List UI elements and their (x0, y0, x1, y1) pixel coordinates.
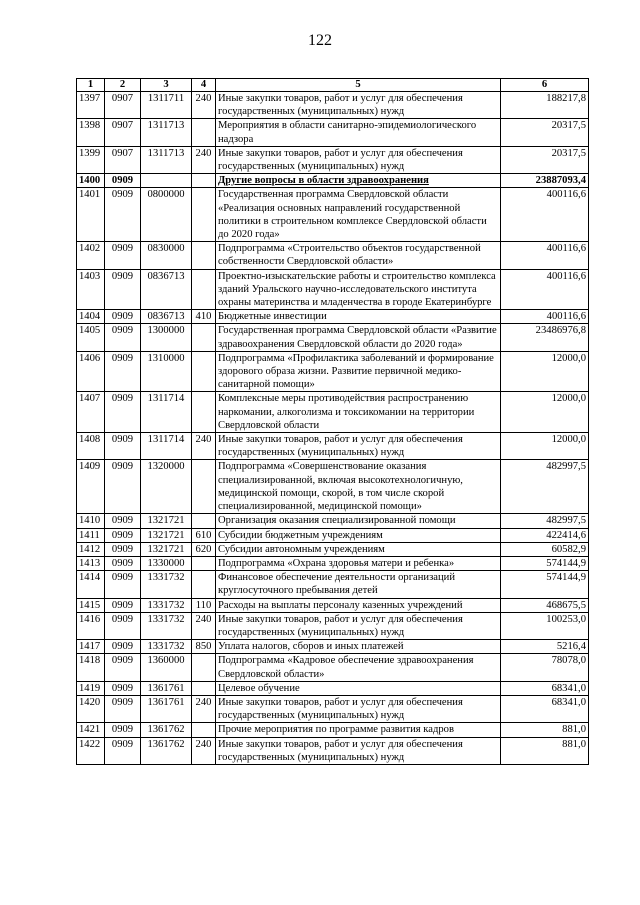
item-name: Субсидии автономным учреждениям (216, 542, 501, 556)
target-code: 1321721 (141, 514, 192, 528)
section-code: 0909 (105, 324, 141, 351)
row-number: 1420 (77, 695, 105, 722)
expense-type-code: 610 (192, 528, 216, 542)
amount: 100253,0 (501, 612, 589, 639)
target-code: 1331732 (141, 612, 192, 639)
section-code: 0909 (105, 598, 141, 612)
section-code: 0907 (105, 146, 141, 173)
table-row (77, 92, 589, 119)
amount: 23486976,8 (501, 324, 589, 351)
section-code: 0907 (105, 92, 141, 119)
amount: 400116,6 (501, 188, 589, 242)
item-name: Иные закупки товаров, работ и услуг для обеспечения государственных (муниципальных) нужд (216, 433, 501, 460)
item-name: Другие вопросы в области здравоохранения (216, 174, 501, 188)
item-name: Подпрограмма «Охрана здоровья матери и ребенка» (216, 556, 501, 570)
amount: 60582,9 (501, 542, 589, 556)
column-header: 6 (501, 79, 589, 92)
section-code: 0909 (105, 695, 141, 722)
section-code: 0909 (105, 612, 141, 639)
target-code: 1311714 (141, 392, 192, 433)
table-row (77, 146, 589, 173)
amount: 188217,8 (501, 92, 589, 119)
item-name: Иные закупки товаров, работ и услуг для обеспечения государственных (муниципальных) нужд (216, 92, 501, 119)
item-name: Иные закупки товаров, работ и услуг для обеспечения государственных (муниципальных) нужд (216, 695, 501, 722)
table-body (77, 92, 589, 765)
section-code: 0909 (105, 174, 141, 188)
amount: 400116,6 (501, 242, 589, 269)
target-code: 1310000 (141, 351, 192, 392)
target-code: 0836713 (141, 310, 192, 324)
table-row (77, 528, 589, 542)
expense-type-code: 240 (192, 433, 216, 460)
table-row (77, 695, 589, 722)
row-number: 1417 (77, 640, 105, 654)
target-code: 1321721 (141, 528, 192, 542)
target-code: 1361761 (141, 681, 192, 695)
item-name: Мероприятия в области санитарно-эпидемиологического надзора (216, 119, 501, 146)
table-row (77, 433, 589, 460)
table-row (77, 269, 589, 310)
section-code: 0909 (105, 269, 141, 310)
row-number: 1409 (77, 460, 105, 514)
amount: 5216,4 (501, 640, 589, 654)
target-code (141, 174, 192, 188)
row-number: 1397 (77, 92, 105, 119)
row-number: 1401 (77, 188, 105, 242)
table-row (77, 556, 589, 570)
expense-type-code (192, 556, 216, 570)
expense-type-code (192, 188, 216, 242)
row-number: 1413 (77, 556, 105, 570)
amount: 400116,6 (501, 269, 589, 310)
row-number: 1406 (77, 351, 105, 392)
target-code: 0830000 (141, 242, 192, 269)
table-row (77, 654, 589, 681)
table-row (77, 681, 589, 695)
target-code: 1311713 (141, 146, 192, 173)
item-name: Целевое обучение (216, 681, 501, 695)
row-number: 1402 (77, 242, 105, 269)
amount: 12000,0 (501, 433, 589, 460)
item-name: Комплексные меры противодействия распространению наркомании, алкоголизма и токсикомании на территории Свердловской области (216, 392, 501, 433)
table-row (77, 174, 589, 188)
section-code: 0909 (105, 654, 141, 681)
table-row (77, 640, 589, 654)
target-code: 1331732 (141, 640, 192, 654)
target-code: 1321721 (141, 542, 192, 556)
amount: 12000,0 (501, 392, 589, 433)
amount: 12000,0 (501, 351, 589, 392)
section-code: 0909 (105, 571, 141, 598)
amount: 574144,9 (501, 571, 589, 598)
amount: 482997,5 (501, 460, 589, 514)
section-code: 0909 (105, 681, 141, 695)
section-code: 0909 (105, 556, 141, 570)
item-name: Подпрограмма «Совершенствование оказания специализированной, включая высокотехнологичную, медицинской помощи, скорой, в том числе скорой специализированной, медицинской помощи» (216, 460, 501, 514)
expense-type-code (192, 514, 216, 528)
expense-type-code (192, 681, 216, 695)
section-code: 0907 (105, 119, 141, 146)
item-name: Расходы на выплаты персоналу казенных учреждений (216, 598, 501, 612)
target-code: 0800000 (141, 188, 192, 242)
table-row (77, 392, 589, 433)
item-name: Иные закупки товаров, работ и услуг для обеспечения государственных (муниципальных) нужд (216, 146, 501, 173)
item-name: Государственная программа Свердловской области «Развитие здравоохранения Свердловской области до 2020 года» (216, 324, 501, 351)
row-number: 1415 (77, 598, 105, 612)
expense-type-code: 240 (192, 612, 216, 639)
row-number: 1410 (77, 514, 105, 528)
amount: 400116,6 (501, 310, 589, 324)
row-number: 1398 (77, 119, 105, 146)
table-row (77, 242, 589, 269)
item-name: Государственная программа Свердловской области «Реализация основных направлений государственной политики в строительном комплексе Свердловской области до 2020 года» (216, 188, 501, 242)
target-code: 1330000 (141, 556, 192, 570)
item-name: Иные закупки товаров, работ и услуг для обеспечения государственных (муниципальных) нужд (216, 737, 501, 764)
target-code: 1300000 (141, 324, 192, 351)
section-code: 0909 (105, 242, 141, 269)
expense-type-code: 110 (192, 598, 216, 612)
target-code: 1361761 (141, 695, 192, 722)
item-name: Бюджетные инвестиции (216, 310, 501, 324)
section-code: 0909 (105, 310, 141, 324)
section-code: 0909 (105, 433, 141, 460)
row-number: 1414 (77, 571, 105, 598)
expense-type-code (192, 174, 216, 188)
row-number: 1404 (77, 310, 105, 324)
column-header: 4 (192, 79, 216, 92)
target-code: 1320000 (141, 460, 192, 514)
row-number: 1418 (77, 654, 105, 681)
item-name: Прочие мероприятия по программе развития кадров (216, 723, 501, 737)
item-name: Уплата налогов, сборов и иных платежей (216, 640, 501, 654)
table-row (77, 324, 589, 351)
header-row (77, 79, 589, 92)
column-header: 2 (105, 79, 141, 92)
section-code: 0909 (105, 723, 141, 737)
row-number: 1422 (77, 737, 105, 764)
item-name: Финансовое обеспечение деятельности организаций круглосуточного пребывания детей (216, 571, 501, 598)
item-name: Подпрограмма «Профилактика заболеваний и формирование здорового образа жизни. Развитие первичной медико-санитарной помощи» (216, 351, 501, 392)
target-code: 1311714 (141, 433, 192, 460)
expense-type-code (192, 460, 216, 514)
target-code: 1331732 (141, 598, 192, 612)
expense-type-code (192, 392, 216, 433)
row-number: 1407 (77, 392, 105, 433)
amount: 20317,5 (501, 119, 589, 146)
item-name: Субсидии бюджетным учреждениям (216, 528, 501, 542)
row-number: 1400 (77, 174, 105, 188)
amount: 20317,5 (501, 146, 589, 173)
target-code: 1360000 (141, 654, 192, 681)
row-number: 1408 (77, 433, 105, 460)
target-code: 1311713 (141, 119, 192, 146)
expense-type-code (192, 571, 216, 598)
amount: 574144,9 (501, 556, 589, 570)
item-name: Подпрограмма «Строительство объектов государственной собственности Свердловской области» (216, 242, 501, 269)
amount: 881,0 (501, 723, 589, 737)
row-number: 1411 (77, 528, 105, 542)
item-name: Проектно-изыскательские работы и строительство комплекса зданий Уральского научно-исследовательского института охраны материнства и младенчества в городе Екатеринбурге (216, 269, 501, 310)
table-row (77, 460, 589, 514)
column-header: 1 (77, 79, 105, 92)
amount: 422414,6 (501, 528, 589, 542)
page-number: 122 (308, 32, 332, 49)
expense-type-code: 240 (192, 695, 216, 722)
target-code: 1361762 (141, 737, 192, 764)
expense-type-code: 240 (192, 146, 216, 173)
item-name: Иные закупки товаров, работ и услуг для обеспечения государственных (муниципальных) нужд (216, 612, 501, 639)
row-number: 1399 (77, 146, 105, 173)
target-code: 0836713 (141, 269, 192, 310)
amount: 23887093,4 (501, 174, 589, 188)
row-number: 1412 (77, 542, 105, 556)
column-header: 3 (141, 79, 192, 92)
expense-type-code: 240 (192, 92, 216, 119)
section-code: 0909 (105, 514, 141, 528)
expense-type-code (192, 351, 216, 392)
row-number: 1403 (77, 269, 105, 310)
target-code: 1361762 (141, 723, 192, 737)
section-code: 0909 (105, 392, 141, 433)
table-row (77, 737, 589, 764)
amount: 468675,5 (501, 598, 589, 612)
section-code: 0909 (105, 528, 141, 542)
amount: 78078,0 (501, 654, 589, 681)
table-row (77, 598, 589, 612)
item-name: Подпрограмма «Кадровое обеспечение здравоохранения Свердловской области» (216, 654, 501, 681)
table-row (77, 188, 589, 242)
amount: 68341,0 (501, 695, 589, 722)
section-code: 0909 (105, 460, 141, 514)
section-code: 0909 (105, 737, 141, 764)
amount: 482997,5 (501, 514, 589, 528)
row-number: 1405 (77, 324, 105, 351)
table-row (77, 542, 589, 556)
table-row (77, 723, 589, 737)
table-row (77, 310, 589, 324)
section-code: 0909 (105, 542, 141, 556)
table-row (77, 514, 589, 528)
target-code: 1311711 (141, 92, 192, 119)
expense-type-code (192, 324, 216, 351)
target-code: 1331732 (141, 571, 192, 598)
amount: 68341,0 (501, 681, 589, 695)
column-header: 5 (216, 79, 501, 92)
budget-table (76, 78, 589, 765)
table-row (77, 119, 589, 146)
expense-type-code (192, 119, 216, 146)
expense-type-code: 240 (192, 737, 216, 764)
row-number: 1416 (77, 612, 105, 639)
expense-type-code: 410 (192, 310, 216, 324)
expense-type-code (192, 654, 216, 681)
amount: 881,0 (501, 737, 589, 764)
expense-type-code: 850 (192, 640, 216, 654)
item-name: Организация оказания специализированной помощи (216, 514, 501, 528)
section-code: 0909 (105, 351, 141, 392)
table-row (77, 351, 589, 392)
table-row (77, 571, 589, 598)
expense-type-code (192, 723, 216, 737)
table-row (77, 612, 589, 639)
section-code: 0909 (105, 188, 141, 242)
section-code: 0909 (105, 640, 141, 654)
row-number: 1419 (77, 681, 105, 695)
expense-type-code: 620 (192, 542, 216, 556)
expense-type-code (192, 269, 216, 310)
expense-type-code (192, 242, 216, 269)
row-number: 1421 (77, 723, 105, 737)
